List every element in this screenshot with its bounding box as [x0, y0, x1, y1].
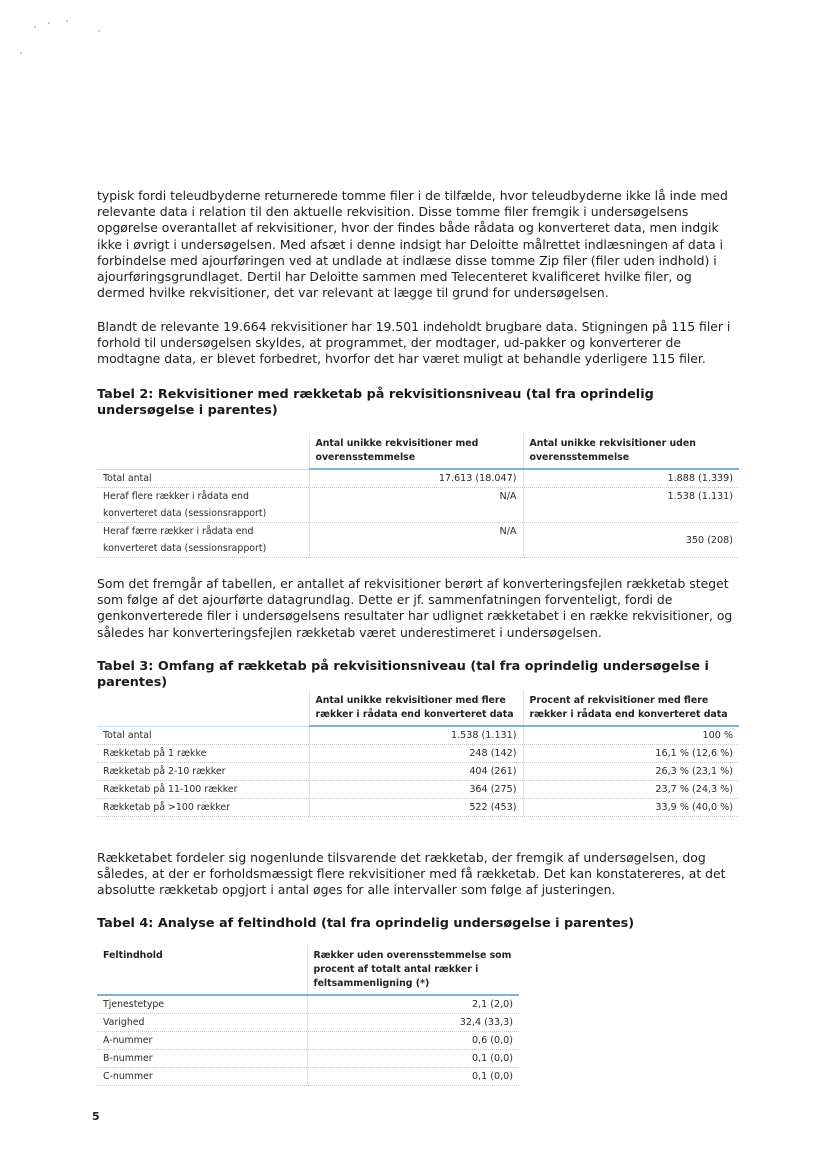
row-label: A-nummer [97, 1032, 307, 1050]
row-label: B-nummer [97, 1050, 307, 1068]
table-2 [97, 433, 739, 558]
table-row [97, 1014, 519, 1032]
table-row [97, 1068, 519, 1086]
paragraph-2: Blandt de relevante 19.664 rekvisitioner har 19.501 indeholdt brugbare data. Stigningen på 115 filer i forhold til undersøgelsen skyldes, at programmet, der modtager, ud-pakker og konverterer de modtagne data, er blevet forbedret, hvorfor det har været muligt at behandle yderligere 115 filer. [97, 319, 731, 367]
paragraph-1: typisk fordi teleudbyderne returnerede tomme filer i de tilfælde, hvor teleudbyderne ikke lå inde med relevante data i relation til den aktuelle rekvisition. Disse tomme filer fremgik i undersøgelsens opgørelse overantallet af rekvisitioner, hvor der findes både rådata og konverteret data, men indgik ikke i øvrigt i undersøgelsen. Med afsæt i denne indsigt har Deloitte målrettet indlæsningen af data i forbindelse med ajourføringen ved at undlade at indlæse disse tomme Zip filer (filer uden indhold) i ajourføringsgrundlaget. Dertil har Deloitte sammen med Telecenteret kvalificeret hvilke filer, og dermed hvilke rekvisitioner, det var relevant at lægge til grund for undersøgelsen. [97, 188, 728, 301]
row-label: Heraf flere rækker i rådata end konverteret data (sessionsrapport) [97, 488, 309, 523]
cell-value: N/A [309, 488, 523, 523]
cell-value: 32,4 (33,3) [307, 1014, 519, 1032]
table-row [97, 995, 519, 1014]
cell-value: 2,1 (2,0) [307, 995, 519, 1014]
row-label: Tjenestetype [97, 995, 307, 1014]
row-label: Rækketab på >100 rækker [97, 799, 309, 817]
row-label: Heraf færre rækker i rådata end konverteret data (sessionsrapport) [97, 523, 309, 558]
cell-value: 1.538 (1.131) [523, 488, 739, 523]
cell-value: 364 (275) [309, 781, 523, 799]
table-3-corner [97, 690, 309, 726]
table-2-caption: Tabel 2: Rekvisitioner med rækketab på rekvisitionsniveau (tal fra oprindelig undersøgelse i parentes) [97, 387, 654, 418]
cell-value: 1.538 (1.131) [309, 726, 523, 745]
cell-value: 248 (142) [309, 745, 523, 763]
paragraph-4: Rækketabet fordeler sig nogenlunde tilsvarende det rækketab, der fremgik af undersøgelsen, dog således, at der er forholdsmæssigt flere rekvisitioner med få rækketab. Det kan konstatereres, at det absolutte rækketab opgjort i antal øges for alle intervaller som følge af justeringen. [97, 850, 726, 898]
table-3-header-2: Procent af rekvisitioner med flere rækker i rådata end konverteret data [523, 690, 739, 726]
row-label: Rækketab på 11-100 rækker [97, 781, 309, 799]
table-2-corner [97, 433, 309, 469]
scan-specks [18, 18, 118, 58]
cell-value: 404 (261) [309, 763, 523, 781]
page-number: 5 [92, 1110, 100, 1123]
table-3-caption: Tabel 3: Omfang af rækketab på rekvisitionsniveau (tal fra oprindelig undersøgelse i parentes) [97, 659, 709, 690]
row-label: Total antal [97, 469, 309, 488]
table-row [97, 469, 739, 488]
cell-value: 0,6 (0,0) [307, 1032, 519, 1050]
table-2-header-2: Antal unikke rekvisitioner uden overensstemmelse [523, 433, 739, 469]
table-4-caption: Tabel 4: Analyse af feltindhold (tal fra oprindelig undersøgelse i parentes) [97, 916, 635, 931]
table-4 [97, 945, 519, 1086]
cell-value: N/A [309, 523, 523, 558]
cell-value: 33,9 % (40,0 %) [523, 799, 739, 817]
cell-value: 522 (453) [309, 799, 523, 817]
table-row [97, 1050, 519, 1068]
cell-value: 16,1 % (12,6 %) [523, 745, 739, 763]
cell-value: 17.613 (18.047) [309, 469, 523, 488]
table-2-header-1: Antal unikke rekvisitioner med overensstemmelse [309, 433, 523, 469]
row-label: Rækketab på 2-10 rækker [97, 763, 309, 781]
cell-value: 1.888 (1.339) [523, 469, 739, 488]
table-row [97, 763, 739, 781]
cell-value: 0,1 (0,0) [307, 1050, 519, 1068]
row-label: Rækketab på 1 række [97, 745, 309, 763]
table-row [97, 1032, 519, 1050]
paragraph-3: Som det fremgår af tabellen, er antallet af rekvisitioner berørt af konverteringsfejlen rækketab steget som følge af det ajourførte datagrundlag. Dette er jf. sammenfatningen forventeligt, fordi de genkonverterede filer i undersøgelsens resultater har udlignet rækketabet i en række rekvisitioner, og således har konverteringsfejlen rækketab været underestimeret i undersøgelsen. [97, 576, 733, 640]
cell-value: 23,7 % (24,3 %) [523, 781, 739, 799]
table-row [97, 523, 739, 558]
table-row [97, 488, 739, 523]
row-label: C-nummer [97, 1068, 307, 1086]
table-row [97, 726, 739, 745]
table-3 [97, 690, 739, 817]
row-label: Total antal [97, 726, 309, 745]
table-row [97, 745, 739, 763]
cell-value: 26,3 % (23,1 %) [523, 763, 739, 781]
cell-value: 100 % [523, 726, 739, 745]
cell-value: 0,1 (0,0) [307, 1068, 519, 1086]
table-4-header-value: Rækker uden overensstemmelse som procent af totalt antal rækker i feltsammenligning (*) [307, 945, 519, 995]
table-row [97, 799, 739, 817]
table-3-header-1: Antal unikke rekvisitioner med flere rækker i rådata end konverteret data [309, 690, 523, 726]
table-4-header-label: Feltindhold [97, 945, 307, 995]
cell-value: 350 (208) [523, 523, 739, 558]
row-label: Varighed [97, 1014, 307, 1032]
table-row [97, 781, 739, 799]
